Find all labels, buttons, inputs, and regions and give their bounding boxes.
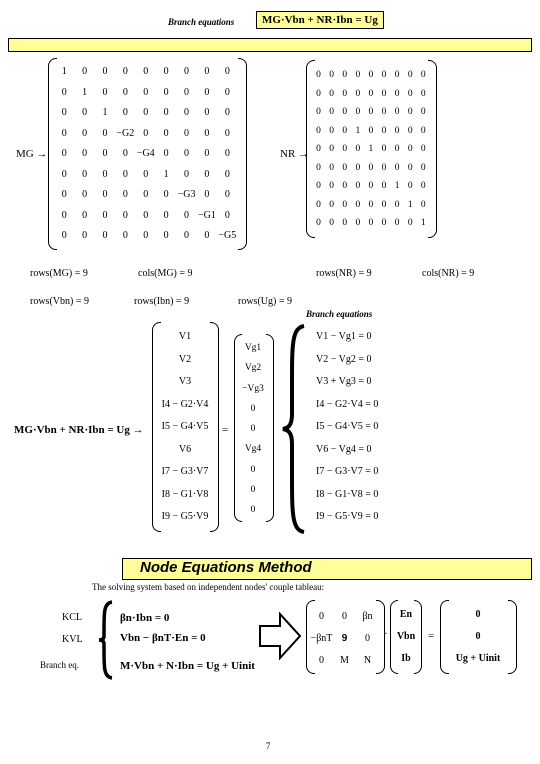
matrix-cell: −G1 [197, 209, 216, 221]
matrix-row [310, 648, 380, 670]
matrix-cell: 0 [224, 209, 230, 221]
matrix-cell: 0 [329, 107, 335, 117]
matrix-cell: 0 [204, 66, 210, 77]
matrix-cell: 0 [329, 144, 335, 154]
stat-rows-vbn: rows(Vbn) = 9 [30, 296, 89, 307]
matrix-cell: −G3 [177, 189, 196, 200]
section-title: Node Equations Method [140, 559, 312, 576]
matrix-cell: 0 [61, 168, 67, 180]
list-item: 0 [475, 631, 481, 642]
eq-kvl: Vbn − βnT·En = 0 [120, 632, 206, 644]
matrix-cell: 0 [61, 107, 67, 118]
matrix-cell: 0 [407, 162, 413, 173]
matrix-cell: 0 [407, 107, 413, 117]
label-kvl: KVL [62, 634, 83, 645]
matrix-cell: 0 [102, 189, 108, 200]
list-item: V3 + Vg3 = 0 [316, 376, 372, 387]
matrix-cell: 0 [143, 209, 149, 221]
matrix-cell: 0 [329, 181, 335, 191]
matrix-cell: 0 [224, 107, 230, 118]
matrix-cell: 0 [122, 230, 128, 241]
matrix-cell: 0 [394, 70, 400, 80]
matrix-cell: 0 [184, 107, 190, 118]
list-item: V6 − Vg4 = 0 [316, 443, 372, 455]
matrix-cell: 0 [368, 70, 374, 80]
matrix-cell: 0 [184, 209, 190, 221]
matrix-cell: 1 [163, 168, 169, 180]
matrix-cell: 0 [368, 88, 374, 99]
list-item: Vg2 [244, 363, 262, 374]
label-branch: Branch eq. [40, 660, 79, 670]
matrix-cell: 0 [381, 199, 387, 210]
matrix-cell: 0 [329, 88, 335, 99]
stat-rows-nr: rows(NR) = 9 [316, 268, 372, 279]
list-item: I9 − G5·V9 [161, 511, 209, 522]
matrix-row [312, 101, 430, 120]
matrix-cell: 0 [61, 127, 67, 139]
list-item: V3 [178, 376, 192, 387]
list-item: 0 [250, 485, 256, 496]
matrix-cell: 0 [420, 88, 426, 99]
right-arrow-icon [258, 612, 302, 660]
matrix-cell: 0 [420, 70, 426, 80]
matrix-cell: 0 [381, 107, 387, 117]
stat-cols-mg: cols(MG) = 9 [138, 268, 193, 279]
matrix-cell: 0 [355, 88, 361, 99]
list-item: I5 − G4·V5 = 0 [316, 421, 379, 432]
matrix-cell: 0 [184, 66, 190, 77]
matrix-cell: 0 [204, 127, 210, 139]
matrix-cell: 0 [381, 70, 387, 80]
matrix-cell: 0 [61, 148, 67, 159]
matrix-cell: 0 [407, 70, 413, 80]
matrix-cell: 0 [316, 125, 321, 136]
matrix-cell: 𝟗 [341, 633, 348, 644]
list-item: I7 − G3·V7 = 0 [316, 466, 379, 477]
matrix-cell: −G4 [136, 148, 155, 159]
list-item: I8 − G1·V8 = 0 [316, 488, 379, 500]
matrix-cell: 0 [342, 162, 348, 173]
matrix-cell: 0 [143, 86, 149, 98]
matrix-cell: 0 [82, 66, 88, 77]
matrix-row [54, 122, 238, 143]
branch-caption-2: Branch equations [306, 309, 373, 319]
matrix-row [54, 224, 238, 245]
matrix-cell: 0 [82, 148, 88, 159]
page-number: 7 [266, 741, 271, 751]
brace-equations [316, 326, 416, 529]
list-item: V1 [178, 331, 192, 342]
lhs-equation: MG·Vbn + NR·Ibn = Ug → [14, 424, 144, 436]
matrix-cell: 0 [394, 199, 400, 210]
vector-left [156, 326, 214, 529]
unknowns-vector [394, 604, 418, 670]
matrix-cell: 0 [420, 144, 426, 154]
matrix-cell: 0 [122, 168, 128, 180]
matrix-cell: 0 [342, 144, 348, 154]
matrix-cell: 0 [368, 107, 374, 117]
matrix-cell: 1 [102, 107, 108, 118]
matrix-cell: 0 [143, 127, 149, 139]
matrix-cell: 0 [365, 633, 370, 644]
list-item: I4 − G2·V4 [161, 398, 209, 410]
list-item: 0 [475, 609, 481, 620]
matrix-cell: 0 [355, 70, 361, 80]
matrix-cell: 1 [82, 86, 88, 98]
matrix-cell: 0 [381, 125, 387, 136]
matrix-row [312, 64, 430, 83]
matrix-cell: 0 [368, 125, 374, 136]
matrix-cell: 0 [102, 148, 108, 159]
matrix-cell: 0 [204, 148, 210, 159]
list-item: I5 − G4·V5 [161, 421, 209, 432]
matrix-cell: 0 [420, 125, 426, 136]
list-item: I8 − G1·V8 [161, 488, 209, 500]
matrix-cell: 0 [184, 127, 190, 139]
matrix-cell: 0 [355, 199, 361, 210]
matrix-cell: 0 [342, 107, 348, 117]
matrix-cell: 0 [316, 218, 321, 228]
list-item: Ug + Uinit [455, 653, 501, 664]
header-band [8, 38, 532, 52]
matrix-cell: 1 [407, 199, 413, 210]
matrix-cell: 0 [394, 107, 400, 117]
matrix-row [310, 604, 380, 626]
matrix-row [54, 101, 238, 122]
matrix-row [312, 83, 430, 102]
matrix-cell: 0 [394, 144, 400, 154]
matrix-cell: 0 [342, 611, 347, 622]
matrix-cell: 0 [368, 218, 374, 228]
matrix-cell: 0 [316, 199, 321, 210]
matrix-row [54, 183, 238, 204]
nr-matrix [312, 64, 430, 231]
matrix-cell: 0 [224, 148, 230, 159]
matrix-cell: N [363, 655, 372, 666]
matrix-cell: 0 [204, 230, 210, 241]
vector-right [236, 338, 270, 521]
matrix-cell: 0 [368, 181, 374, 191]
matrix-cell: 1 [394, 181, 400, 191]
matrix-row [54, 60, 238, 81]
matrix-row [312, 194, 430, 213]
matrix-cell: 0 [102, 168, 108, 180]
matrix-cell: 0 [143, 189, 149, 200]
matrix-cell: 0 [163, 66, 169, 77]
rhs-vector [444, 604, 512, 670]
matrix-cell: 0 [407, 181, 413, 191]
list-item: Vg4 [244, 444, 262, 455]
stat-rows-ug: rows(Ug) = 9 [238, 296, 292, 307]
matrix-cell: −βnT [310, 633, 333, 644]
matrix-cell: 0 [122, 86, 128, 98]
list-item: V2 [178, 353, 192, 365]
stat-rows-mg: rows(MG) = 9 [30, 268, 88, 279]
list-item: Ib [401, 653, 411, 664]
matrix-cell: 0 [204, 189, 210, 200]
matrix-cell: 0 [163, 209, 169, 221]
matrix-cell: −G2 [116, 127, 135, 139]
matrix-cell: 0 [394, 162, 400, 173]
matrix-cell: 0 [122, 189, 128, 200]
list-item: V6 [178, 443, 192, 455]
list-item: 0 [250, 464, 256, 475]
list-item: V2 − Vg2 = 0 [316, 353, 372, 365]
list-item: I7 − G3·V7 [161, 466, 209, 477]
matrix-cell: 0 [143, 168, 149, 180]
matrix-cell: 0 [342, 199, 348, 210]
section-subtitle: The solving system based on independent nodes' couple tableau: [92, 582, 325, 592]
matrix-cell: 0 [329, 199, 335, 210]
matrix-cell: 0 [316, 181, 321, 191]
matrix-cell: 0 [329, 125, 335, 136]
matrix-cell: 0 [316, 144, 321, 154]
matrix-cell: 0 [82, 127, 88, 139]
matrix-row [54, 142, 238, 163]
matrix-row [54, 163, 238, 184]
matrix-cell: 0 [420, 107, 426, 117]
nr-label: NR → [280, 148, 310, 160]
system-brace-icon [96, 600, 116, 680]
list-item: I4 − G2·V4 = 0 [316, 398, 379, 410]
matrix-row [312, 157, 430, 176]
stat-cols-nr: cols(NR) = 9 [422, 268, 475, 279]
matrix-cell: 0 [394, 218, 400, 228]
matrix-cell: 0 [355, 181, 361, 191]
matrix-cell: 0 [420, 199, 426, 210]
matrix-cell: 0 [407, 144, 413, 154]
matrix-cell: βn [362, 611, 373, 622]
matrix-row [310, 626, 380, 648]
matrix-cell: 1 [420, 218, 426, 228]
eq-branch: M·Vbn + N·Ibn = Ug + Uinit [120, 660, 255, 672]
equals-sign-2: = [428, 630, 435, 642]
matrix-cell: 0 [163, 189, 169, 200]
matrix-cell: 0 [102, 209, 108, 221]
matrix-cell: 0 [329, 70, 335, 80]
matrix-cell: 0 [122, 107, 128, 118]
matrix-cell: 0 [342, 125, 348, 136]
matrix-cell: 0 [316, 70, 321, 80]
matrix-cell: 0 [204, 107, 210, 118]
list-item: V1 − Vg1 = 0 [316, 331, 372, 342]
matrix-cell: −G5 [218, 230, 237, 241]
matrix-cell: 0 [368, 162, 374, 173]
list-item: 0 [250, 403, 256, 414]
matrix-cell: 0 [407, 125, 413, 136]
matrix-row [312, 138, 430, 157]
matrix-cell: 0 [381, 218, 387, 228]
matrix-row [312, 212, 430, 231]
matrix-cell: 0 [342, 88, 348, 99]
matrix-cell: 0 [82, 168, 88, 180]
matrix-cell: 0 [319, 655, 324, 666]
matrix-cell: 0 [204, 168, 210, 180]
mg-label: MG → [16, 148, 48, 160]
matrix-row [312, 175, 430, 194]
matrix-cell: 0 [61, 189, 67, 200]
matrix-cell: 0 [355, 144, 361, 154]
matrix-cell: 0 [342, 70, 348, 80]
header-equation: MG·Vbn + NR·Ibn = Ug [256, 11, 384, 29]
matrix-cell: 0 [316, 107, 321, 117]
matrix-cell: 0 [143, 230, 149, 241]
matrix-cell: 0 [329, 218, 335, 228]
matrix-cell: 0 [82, 107, 88, 118]
matrix-cell: 0 [184, 168, 190, 180]
matrix-cell: 0 [381, 162, 387, 173]
matrix-cell: 0 [394, 125, 400, 136]
list-item: −Vg3 [242, 383, 264, 394]
matrix-cell: 0 [122, 148, 128, 159]
matrix-cell: 0 [224, 86, 230, 98]
mg-paren-right [238, 58, 247, 250]
matrix-row [54, 81, 238, 102]
matrix-cell: 0 [82, 209, 88, 221]
equals-sign-1: = [222, 424, 229, 436]
matrix-cell: 0 [163, 127, 169, 139]
matrix-cell: 0 [381, 181, 387, 191]
matrix-cell: 0 [224, 189, 230, 200]
matrix-cell: 0 [316, 162, 321, 173]
matrix-cell: 0 [102, 127, 108, 139]
matrix-cell: 0 [163, 107, 169, 118]
matrix-cell: 0 [319, 611, 324, 622]
matrix-cell: 0 [329, 162, 335, 173]
brace-icon [280, 324, 308, 534]
header-caption: Branch equations [168, 17, 235, 27]
list-item: Vg1 [244, 343, 262, 353]
matrix-cell: 0 [61, 86, 67, 98]
eq-kcl: βn·Ibn = 0 [120, 612, 170, 624]
matrix-cell: 0 [184, 230, 190, 241]
matrix-cell: 0 [102, 66, 108, 77]
matrix-cell: 0 [122, 209, 128, 221]
matrix-cell: 1 [61, 66, 67, 77]
matrix-row [54, 204, 238, 225]
matrix-cell: 0 [82, 189, 88, 200]
matrix-cell: 1 [355, 125, 361, 136]
list-item: En [399, 609, 413, 620]
matrix-cell: 0 [407, 218, 413, 228]
label-kcl: KCL [62, 612, 82, 623]
matrix-cell: 0 [224, 168, 230, 180]
dot-sign: · [384, 628, 388, 640]
matrix-cell: 0 [355, 162, 361, 173]
matrix-cell: 0 [342, 218, 348, 228]
matrix-cell: 0 [122, 66, 128, 77]
matrix-cell: 0 [204, 86, 210, 98]
matrix-cell: 0 [381, 88, 387, 99]
matrix-cell: 0 [61, 230, 67, 241]
list-item: Vbn [396, 631, 416, 642]
matrix-cell: 0 [381, 144, 387, 154]
matrix-cell: 1 [368, 144, 374, 154]
stat-rows-ibn: rows(Ibn) = 9 [134, 296, 190, 307]
matrix-cell: 0 [368, 199, 374, 210]
matrix-row [312, 120, 430, 139]
mg-matrix [54, 60, 238, 245]
list-item: I9 − G5·V9 = 0 [316, 511, 379, 522]
list-item: 0 [250, 424, 256, 435]
matrix-cell: 0 [143, 107, 149, 118]
matrix-cell: 0 [316, 88, 321, 99]
matrix-cell: 0 [342, 181, 348, 191]
matrix-cell: 0 [355, 107, 361, 117]
matrix-cell: 0 [143, 66, 149, 77]
matrix-cell: 0 [184, 86, 190, 98]
matrix-cell: 0 [163, 148, 169, 159]
matrix-cell: 0 [163, 230, 169, 241]
matrix-cell: 0 [420, 162, 426, 173]
matrix-cell: 0 [61, 209, 67, 221]
matrix-cell: 0 [407, 88, 413, 99]
matrix-cell: 0 [184, 148, 190, 159]
matrix-cell: M [340, 655, 349, 666]
block-matrix [310, 604, 380, 670]
list-item: 0 [250, 505, 256, 516]
matrix-cell: 0 [355, 218, 361, 228]
matrix-cell: 0 [163, 86, 169, 98]
matrix-cell: 0 [82, 230, 88, 241]
matrix-cell: 0 [224, 66, 230, 77]
matrix-cell: 0 [102, 230, 108, 241]
matrix-cell: 0 [224, 127, 230, 139]
matrix-cell: 0 [102, 86, 108, 98]
matrix-cell: 0 [420, 181, 426, 191]
matrix-cell: 0 [394, 88, 400, 99]
